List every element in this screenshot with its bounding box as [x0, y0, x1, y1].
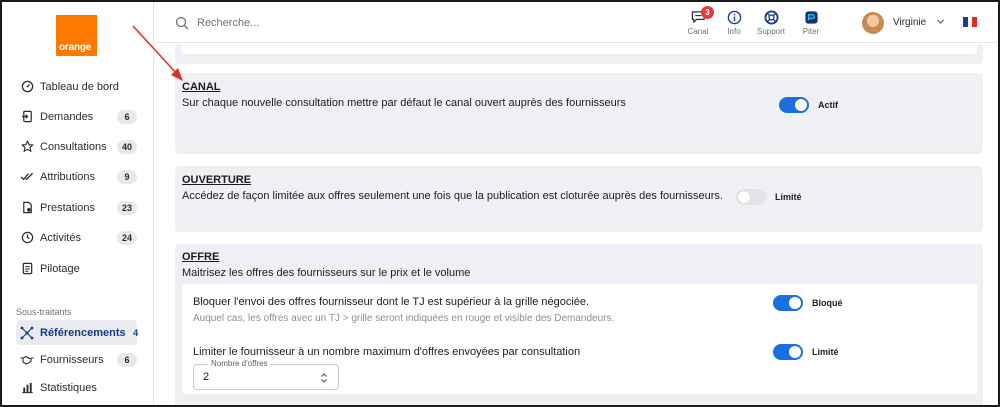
clock-icon — [20, 231, 34, 245]
info-icon — [726, 9, 742, 25]
nombre-offres-field[interactable] — [193, 359, 339, 390]
info-label: Info — [727, 27, 741, 36]
canal-card — [175, 73, 983, 154]
sidebar-section-label: Sous-traitants — [16, 307, 72, 317]
dashboard-gauge-icon — [20, 80, 34, 94]
document-gear-icon — [20, 201, 34, 215]
logo-text: orange — [59, 42, 92, 53]
count-badge: 6 — [117, 353, 137, 367]
ouverture-card — [175, 166, 983, 232]
sidebar-item-attributions[interactable] — [16, 164, 137, 189]
sidebar-item-label: Attributions — [40, 170, 96, 183]
sidebar-item-referencements[interactable] — [16, 320, 137, 345]
bloquer-toggle-label: Bloqué — [812, 298, 843, 308]
stepper-arrows-icon[interactable] — [320, 372, 328, 384]
notification-badge: 3 — [701, 6, 714, 19]
count-badge: 23 — [117, 201, 137, 215]
offre-title: OFFRE — [182, 251, 220, 263]
count-badge: 24 — [117, 231, 137, 245]
sidebar-item-label: Demandes — [40, 110, 94, 123]
handshake-icon — [20, 353, 34, 367]
user-name[interactable]: Virginie — [893, 17, 927, 28]
sidebar-item-label: Fournisseurs — [40, 353, 104, 366]
ouverture-toggle[interactable] — [736, 189, 766, 205]
sidebar-item-prestations[interactable] — [16, 195, 137, 220]
count-badge: 4 — [133, 327, 139, 338]
piter-button[interactable] — [789, 9, 833, 39]
limiter-title: Limiter le fournisseur à un nombre maximum d'offres envoyées par consultation — [193, 346, 581, 358]
search-input[interactable] — [197, 14, 497, 32]
sidebar-item-label: Activités — [40, 231, 81, 244]
sidebar-item-label: Consultations — [40, 140, 107, 153]
canal-toggle[interactable] — [779, 97, 809, 113]
sidebar-item-label: Tableau de bord — [40, 80, 119, 93]
orange-logo[interactable] — [56, 15, 97, 56]
sidebar-item-label: Référencements — [40, 326, 126, 339]
sidebar — [2, 2, 154, 405]
bloquer-toggle[interactable] — [773, 295, 803, 311]
chevron-down-icon[interactable] — [936, 17, 945, 26]
bar-chart-icon — [20, 381, 34, 395]
count-badge: 6 — [117, 110, 137, 124]
sidebar-item-label: Prestations — [40, 201, 96, 214]
nombre-offres-input[interactable] — [203, 371, 303, 383]
sidebar-item-label: Statistiques — [40, 381, 97, 394]
count-badge: 40 — [117, 140, 137, 154]
offre-description: Maitrisez les offres des fournisseurs sur le prix et le volume — [182, 267, 471, 279]
sidebar-item-consultations[interactable] — [16, 134, 137, 159]
topbar — [155, 2, 998, 43]
sidebar-item-pilotage[interactable] — [16, 256, 137, 281]
bloquer-subtitle: Auquel cas, les offres avec un TJ > grille seront indiquées en rouge et visible des Demandeurs. — [193, 313, 615, 324]
piter-label: Piter — [802, 27, 820, 36]
ouverture-description: Accédez de façon limitée aux offres seulement une fois que la publication est cloturée auprès des fournisseurs. — [182, 190, 723, 202]
limiter-toggle-label: Limité — [812, 347, 839, 357]
sidebar-item-tableau-de-bord[interactable] — [16, 74, 137, 99]
ouverture-title: OUVERTURE — [182, 174, 252, 186]
file-arrow-icon — [20, 110, 34, 124]
previous-setting-card — [175, 44, 983, 64]
limiter-toggle[interactable] — [773, 344, 803, 360]
search-icon — [175, 16, 189, 30]
sidebar-item-label: Pilotage — [40, 262, 80, 275]
lifebuoy-icon — [763, 9, 779, 25]
canal-description: Sur chaque nouvelle consultation mettre par défaut le canal ouvert auprès des fournisseurs — [182, 97, 626, 109]
support-button[interactable] — [749, 9, 793, 39]
double-check-icon — [20, 170, 34, 184]
support-label: Support — [756, 27, 786, 36]
fr-flag-icon[interactable] — [963, 17, 977, 27]
bloquer-title: Bloquer l'envoi des offres fournisseur dont le TJ est supérieur à la grille négociée. — [193, 296, 590, 308]
piter-bot-icon — [803, 9, 819, 25]
ouverture-toggle-label: Limité — [775, 192, 802, 202]
offre-card — [175, 244, 983, 407]
star-icon — [20, 140, 34, 154]
settings-content — [155, 44, 998, 405]
sidebar-item-activites[interactable] — [16, 225, 137, 250]
avatar[interactable] — [862, 12, 884, 34]
offre-options-panel — [182, 284, 978, 394]
count-badge: 9 — [117, 170, 137, 184]
canal-toggle-label: Actif — [818, 100, 838, 110]
network-icon — [20, 326, 34, 340]
sidebar-item-fournisseurs[interactable] — [16, 347, 137, 372]
canal-title: CANAL — [182, 81, 221, 93]
sidebar-item-demandes[interactable] — [16, 104, 137, 129]
canal-label: Canal — [687, 27, 709, 36]
document-icon — [20, 262, 34, 276]
sidebar-item-statistiques[interactable] — [16, 375, 137, 400]
nombre-offres-legend: Nombre d'offres — [208, 359, 271, 368]
